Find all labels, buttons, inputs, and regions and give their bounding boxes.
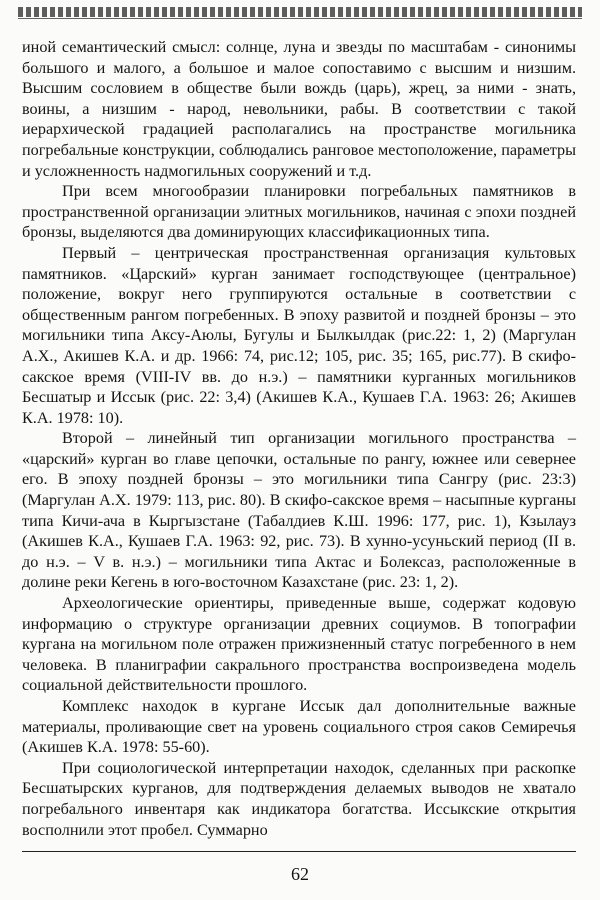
paragraph-6: Комплекс находок в кургане Иссык дал дополнительные важные материалы, проливающие свет на уровень социального строя саков Семиречья (Акишев К.А. 1978: 55-60). <box>22 697 576 757</box>
paragraph-5: Археологические ориентиры, приведенные выше, содержат кодовую информацию о структуре организации древних социумов. В топографии кургана на могильном поле отражен прижизненный статус погребенного в нем человека. В планиграфии сакрального пространства воспроизведена модель социальной действительности прошлого. <box>22 594 576 695</box>
footer-rule <box>22 851 576 852</box>
body-text <box>22 37 576 840</box>
page-number: 62 <box>291 864 309 884</box>
paragraph-1: иной семантический смысл: солнце, луна и звезды по масштабам - синонимы большого и малого, а большое и малое сопоставимо с высшим и низшим. Высшим сословием в обществе были вождь (царь), жрец, за ними - знать, воины, а низшим - народ, невольники, рабы. В соответствии с такой иерархической градацией располагались на пространстве могильника погребальные конструкции, соблюдались ранговое местоположение, параметры и усложненность надмогильных сооружений и т.д. <box>22 38 576 180</box>
top-decorative-border <box>18 7 582 17</box>
paragraph-2: При всем многообразии планировки погребальных памятников в пространственной организации элитных могильников, начиная с эпохи поздней бронзы, выделяются два доминирующих классификационных типа. <box>22 182 576 242</box>
paragraph-7: При социологической интерпретации находок, сделанных при раскопке Бесшатырских курганов, для подтверждения делаемых выводов не хватало погребального инвентаря как индикатора богатства. Иссыкские открытия восполнили этот пробел. Суммарно <box>22 758 576 839</box>
paragraph-4: Второй – линейный тип организации могильного пространства – «царский» курган во главе цепочки, остальные по рангу, южнее или севернее его. В эпоху поздней бронзы – это могильники типа Сангру (рис. 23:3) (Маргулан А.Х. 1979: 113, рис. 80). В скифо-сакское время – насыпные курганы типа Кичи-ача в Кыргызстане (Табалдиев К.Ш. 1996: 177, рис. 1), Кзылауз (Акишев К.А., Кушаев Г.А. 1963: 92, рис. 73). В хунно-усуньский период (II в. до н.э. – V в. н.э.) – могильники типа Актас и Болексаз, расположенные в долине реки Кегень в юго-восточном Казахстане (рис. 23: 1, 2). <box>22 429 576 592</box>
paragraph-3: Первый – центрическая пространственная организация культовых памятников. «Царский» курган занимает господствующее (центральное) положение, вокруг него группируются остальные в соответствии с общественным рангом погребенных. В эпоху развитой и поздней бронзы – это могильники типа Аксу-Аюлы, Бугулы и Былкылдак (рис.22: 1, 2) (Маргулан А.Х., Акишев К.А. и др. 1966: 74, рис.12; 105, рис. 35; 165, рис.77). В скифо-сакское время (VIII-IV вв. до н.э.) – памятники курганных могильников Бесшатыр и Иссык (рис. 22: 3,4) (Акишев К.А., Кушаев Г.А. 1963: 26; Акишев К.А. 1978: 10). <box>22 243 576 427</box>
